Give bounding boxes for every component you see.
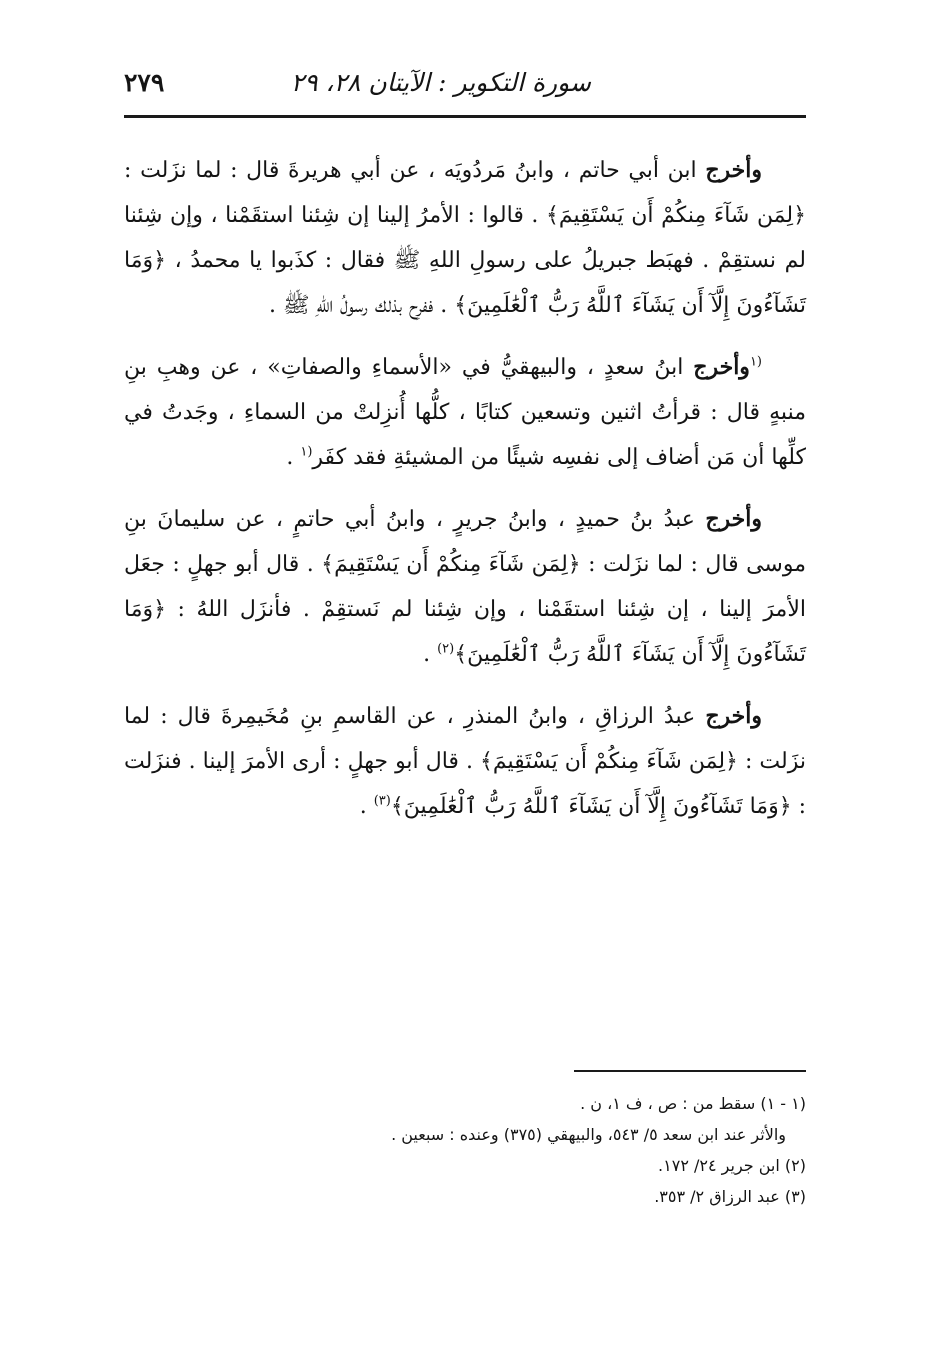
paragraph-3 [124, 497, 806, 677]
paragraph-2 [124, 345, 806, 480]
paragraph-lead: وأخرج [705, 703, 762, 729]
quran-verse: ﴿لِمَن شَآءَ مِنكُمْ أَن يَسْتَقِيمَ﴾ [545, 203, 806, 228]
quran-verse: ﴿وَمَا تَشَآءُونَ إِلَّآ أَن يَشَآءَ ٱللَّهُ رَبُّ ٱلْعَٰلَمِينَ﴾ [390, 794, 792, 819]
footnote-1-continuation: والأثر عند ابن سعد ٥/ ٥٤٣، والبيهقي (٣٧٥) وعنده : سبعين . [391, 1125, 786, 1144]
paragraph-4 [124, 694, 806, 829]
paragraph-text: . قال أبو جهلٍ : جعَل الأمرَ إلينا ، إن شِئنا استقَمْنا ، وإن شِئنا لم نَستقِمْ . فأنزَل اللهُ : [124, 552, 806, 622]
header-title: سورة التكوير : الآيتان ٢٨، ٢٩ [290, 68, 591, 97]
paragraph-text: ابنُ سعدٍ ، والبيهقيُّ في «الأسماءِ والصفاتِ» ، عن وهبِ بنِ منبهٍ قال : قرأتُ اثنين وتسعين كتابًا ، كلُّها أُنزِلتْ من السماءِ ، وجَدتُ في كلِّها أن مَن أضاف إلى نفسِه شيئًا من المشيئةِ فقد كفَر [124, 355, 806, 470]
paragraph-text: عبدُ بنُ حميدٍ ، وابنُ جريرٍ ، وابنُ أبي حاتمٍ ، عن سليمانَ بنِ موسى قال : لما نزَلت : [124, 507, 806, 577]
main-text [124, 148, 806, 846]
paragraph-text: عبدُ الرزاقِ ، وابنُ المنذرِ ، عن القاسمِ بنِ مُخَيمِرةَ قال : لما نزَلت : [124, 704, 806, 774]
paragraph-text: . قال أبو جهلٍ : أرى الأمرَ إلينا . فنزَلت : [124, 749, 806, 819]
header-rule [124, 115, 806, 118]
quran-verse: ﴿وَمَا تَشَآءُونَ إِلَّآ أَن يَشَآءَ ٱللَّهُ رَبُّ ٱلْعَٰلَمِينَ﴾ [124, 597, 806, 667]
footnotes [300, 1088, 806, 1212]
footnote-3: (٣) عبد الرزاق ٢/ ٣٥٣. [654, 1187, 806, 1206]
footnote-rule [574, 1070, 806, 1072]
quran-verse: ﴿لِمَن شَآءَ مِنكُمْ أَن يَسْتَقِيمَ﴾ [480, 749, 738, 774]
footnote-marker: (٢) [437, 641, 455, 657]
quran-verse: ﴿وَمَا تَشَآءُونَ إِلَّآ أَن يَشَآءَ ٱللَّهُ رَبُّ ٱلْعَٰلَمِينَ﴾ [124, 248, 806, 318]
footnote-marker: (٣) [373, 793, 391, 809]
paragraph-lead: وأخرج [705, 157, 762, 183]
paragraph-lead: وأخرج [705, 506, 762, 532]
paragraph-text: . قالوا : الأمرُ إلينا إن شِئنا استقَمْنا ، وإن شِئنا لم نستقِمْ . فهبَط جبريلُ على رسولِ اللهِ ﷺ فقال : كذَبوا يا محمدُ ، [124, 203, 806, 273]
running-header [124, 62, 806, 112]
footnote-marker: (١ [749, 354, 762, 370]
page-number: ٢٧٩ [124, 68, 165, 97]
footnote-marker: (١ [300, 444, 313, 460]
footnote-2: (٢) ابن جرير ٢٤/ ١٧٢. [658, 1156, 806, 1175]
paragraph-text: . [359, 794, 374, 819]
footnote-1: (١ - ١) سقط من : ص ، ف ١، ن . [580, 1094, 806, 1113]
paragraph-text: . ففرِح بذلك رسولُ اللهِ ﷺ . [269, 293, 455, 318]
paragraph-1 [124, 148, 806, 328]
paragraph-text: . [423, 642, 438, 667]
paragraph-text: . [286, 445, 301, 470]
quran-verse: ﴿لِمَن شَآءَ مِنكُمْ أَن يَسْتَقِيمَ﴾ [321, 552, 581, 577]
paragraph-lead: وأخرج [693, 354, 750, 380]
paragraph-text: ابن أبي حاتم ، وابنُ مَردُويَه ، عن أبي هريرةَ قال : لما نزَلت : [124, 158, 706, 183]
